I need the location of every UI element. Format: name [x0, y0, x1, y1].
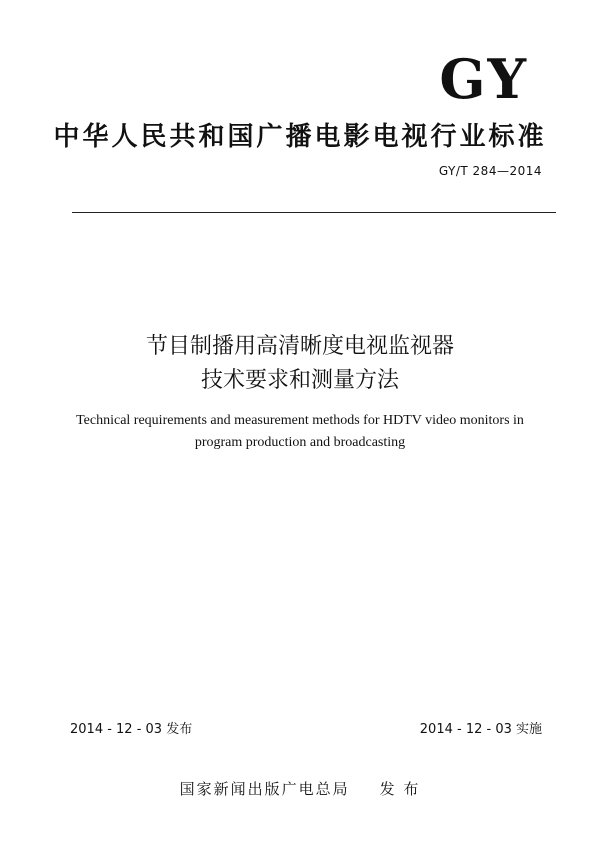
- issue-date: 2014 - 12 - 03 发布: [70, 722, 193, 737]
- implementation-date: 2014 - 12 - 03 实施: [419, 722, 542, 737]
- gy-logo: GY: [439, 47, 528, 111]
- english-title-line-1: Technical requirements and measurement methods for HDTV video monitors in: [76, 413, 524, 428]
- english-title: [40, 410, 560, 454]
- publisher-line: [0, 778, 600, 799]
- publisher-organization: 国家新闻出版广电总局: [179, 780, 350, 798]
- english-title-line-2: program production and broadcasting: [194, 435, 406, 450]
- header-divider: [72, 212, 556, 213]
- chinese-title-line-1: 节目制播用高清晰度电视监视器: [145, 334, 454, 359]
- publisher-action: 发 布: [379, 780, 421, 798]
- standard-number: GY/T 284—2014: [438, 164, 542, 178]
- chinese-title-line-2: 技术要求和测量方法: [200, 368, 399, 393]
- standard-category-title: 中华人民共和国广播电影电视行业标准: [53, 122, 547, 152]
- chinese-title: [0, 330, 600, 398]
